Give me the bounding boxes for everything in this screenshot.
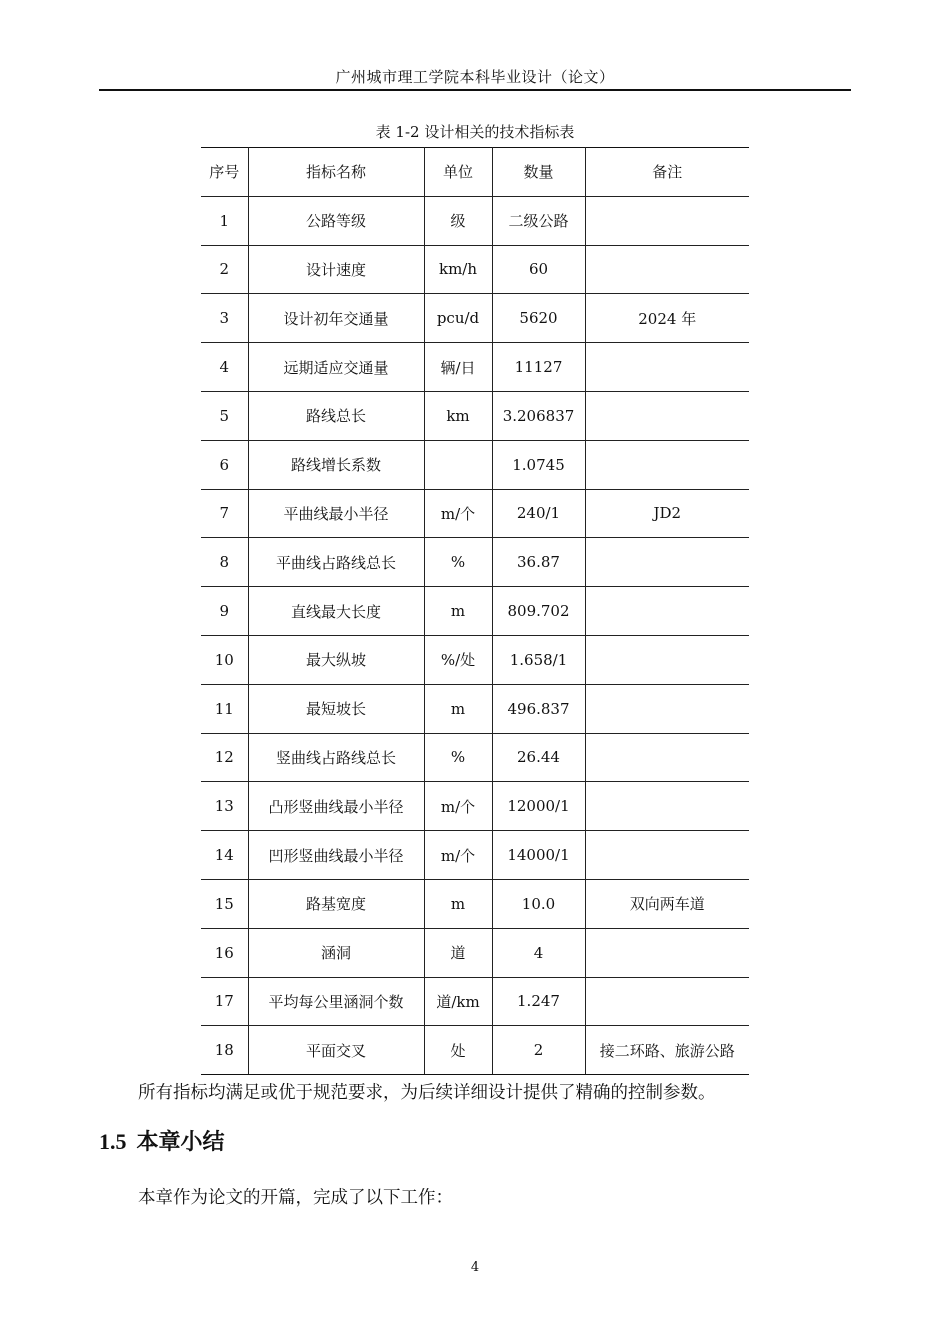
cell-unit: %	[424, 538, 492, 587]
cell-indicator-name: 路基宽度	[248, 879, 424, 928]
table-row	[201, 245, 749, 294]
cell-index: 11	[201, 684, 248, 733]
cell-unit: 道/km	[424, 977, 492, 1026]
cell-unit: 道	[424, 928, 492, 977]
cell-remark	[585, 343, 749, 392]
cell-remark	[585, 440, 749, 489]
cell-indicator-name: 凸形竖曲线最小半径	[248, 782, 424, 831]
cell-index: 10	[201, 635, 248, 684]
cell-unit: pcu/d	[424, 294, 492, 343]
cell-value: 3.206837	[492, 391, 585, 440]
cell-unit: %/处	[424, 635, 492, 684]
cell-indicator-name: 平曲线占路线总长	[248, 538, 424, 587]
cell-remark: 2024 年	[585, 294, 749, 343]
summary-paragraph: 所有指标均满足或优于规范要求，为后续详细设计提供了精确的控制参数。	[138, 1083, 716, 1103]
cell-value: 二级公路	[492, 196, 585, 245]
cell-indicator-name: 设计速度	[248, 245, 424, 294]
column-header-index: 序号	[201, 148, 248, 197]
cell-indicator-name: 设计初年交通量	[248, 294, 424, 343]
cell-value: 12000/1	[492, 782, 585, 831]
cell-remark	[585, 831, 749, 880]
cell-indicator-name: 涵洞	[248, 928, 424, 977]
cell-index: 18	[201, 1026, 248, 1075]
cell-unit: m	[424, 684, 492, 733]
cell-value: 809.702	[492, 587, 585, 636]
table-row	[201, 684, 749, 733]
cell-index: 17	[201, 977, 248, 1026]
cell-index: 7	[201, 489, 248, 538]
cell-value: 4	[492, 928, 585, 977]
cell-unit: km/h	[424, 245, 492, 294]
cell-unit: m/个	[424, 831, 492, 880]
table-row	[201, 440, 749, 489]
cell-remark: JD2	[585, 489, 749, 538]
cell-unit: m/个	[424, 489, 492, 538]
table-row	[201, 733, 749, 782]
cell-remark	[585, 587, 749, 636]
cell-remark	[585, 196, 749, 245]
cell-remark	[585, 928, 749, 977]
cell-unit	[424, 440, 492, 489]
cell-unit: %	[424, 733, 492, 782]
cell-indicator-name: 路线增长系数	[248, 440, 424, 489]
cell-indicator-name: 竖曲线占路线总长	[248, 733, 424, 782]
cell-index: 6	[201, 440, 248, 489]
cell-unit: m	[424, 879, 492, 928]
cell-value: 5620	[492, 294, 585, 343]
table-row	[201, 538, 749, 587]
table-row	[201, 831, 749, 880]
table-row	[201, 391, 749, 440]
cell-value: 60	[492, 245, 585, 294]
cell-remark	[585, 391, 749, 440]
cell-unit: m	[424, 587, 492, 636]
cell-indicator-name: 平曲线最小半径	[248, 489, 424, 538]
cell-unit: 处	[424, 1026, 492, 1075]
cell-indicator-name: 平均每公里涵洞个数	[248, 977, 424, 1026]
cell-value: 496.837	[492, 684, 585, 733]
table-row	[201, 196, 749, 245]
cell-indicator-name: 最大纵坡	[248, 635, 424, 684]
cell-value: 2	[492, 1026, 585, 1075]
table-row	[201, 1026, 749, 1075]
cell-index: 8	[201, 538, 248, 587]
section-number: 1.5	[99, 1129, 127, 1154]
cell-index: 15	[201, 879, 248, 928]
running-header: 广州城市理工学院本科毕业设计（论文）	[335, 68, 615, 86]
cell-index: 9	[201, 587, 248, 636]
header-rule	[99, 89, 851, 91]
table-row	[201, 782, 749, 831]
cell-value: 240/1	[492, 489, 585, 538]
cell-remark	[585, 538, 749, 587]
cell-index: 13	[201, 782, 248, 831]
cell-index: 5	[201, 391, 248, 440]
table-body	[201, 196, 749, 1074]
cell-index: 12	[201, 733, 248, 782]
table-row	[201, 587, 749, 636]
cell-remark	[585, 782, 749, 831]
cell-index: 3	[201, 294, 248, 343]
column-header-name: 指标名称	[248, 148, 424, 197]
cell-value: 36.87	[492, 538, 585, 587]
cell-remark	[585, 245, 749, 294]
section-heading	[99, 1125, 225, 1156]
cell-indicator-name: 公路等级	[248, 196, 424, 245]
cell-indicator-name: 凹形竖曲线最小半径	[248, 831, 424, 880]
cell-value: 10.0	[492, 879, 585, 928]
cell-index: 16	[201, 928, 248, 977]
section-title: 本章小结	[136, 1130, 225, 1155]
table-header-row	[201, 148, 749, 197]
cell-unit: km	[424, 391, 492, 440]
cell-value: 1.0745	[492, 440, 585, 489]
cell-unit: m/个	[424, 782, 492, 831]
cell-remark	[585, 733, 749, 782]
column-header-remark: 备注	[585, 148, 749, 197]
cell-remark	[585, 977, 749, 1026]
cell-indicator-name: 最短坡长	[248, 684, 424, 733]
table-row	[201, 294, 749, 343]
cell-remark: 接二环路、旅游公路	[585, 1026, 749, 1075]
column-header-value: 数量	[492, 148, 585, 197]
cell-indicator-name: 直线最大长度	[248, 587, 424, 636]
cell-indicator-name: 路线总长	[248, 391, 424, 440]
cell-indicator-name: 远期适应交通量	[248, 343, 424, 392]
cell-value: 1.247	[492, 977, 585, 1026]
cell-value: 11127	[492, 343, 585, 392]
cell-remark	[585, 684, 749, 733]
cell-unit: 级	[424, 196, 492, 245]
cell-remark	[585, 635, 749, 684]
cell-indicator-name: 平面交叉	[248, 1026, 424, 1075]
cell-value: 1.658/1	[492, 635, 585, 684]
table-caption: 表 1-2 设计相关的技术指标表	[375, 123, 575, 141]
spec-table	[201, 147, 749, 1075]
column-header-unit: 单位	[424, 148, 492, 197]
intro-paragraph: 本章作为论文的开篇，完成了以下工作：	[138, 1188, 453, 1208]
cell-index: 14	[201, 831, 248, 880]
cell-remark: 双向两车道	[585, 879, 749, 928]
cell-value: 14000/1	[492, 831, 585, 880]
cell-value: 26.44	[492, 733, 585, 782]
table-row	[201, 343, 749, 392]
table-row	[201, 928, 749, 977]
table-row	[201, 635, 749, 684]
table-row	[201, 489, 749, 538]
cell-unit: 辆/日	[424, 343, 492, 392]
cell-index: 2	[201, 245, 248, 294]
table-row	[201, 879, 749, 928]
table-row	[201, 977, 749, 1026]
cell-index: 1	[201, 196, 248, 245]
page-number: 4	[470, 1260, 480, 1275]
cell-index: 4	[201, 343, 248, 392]
